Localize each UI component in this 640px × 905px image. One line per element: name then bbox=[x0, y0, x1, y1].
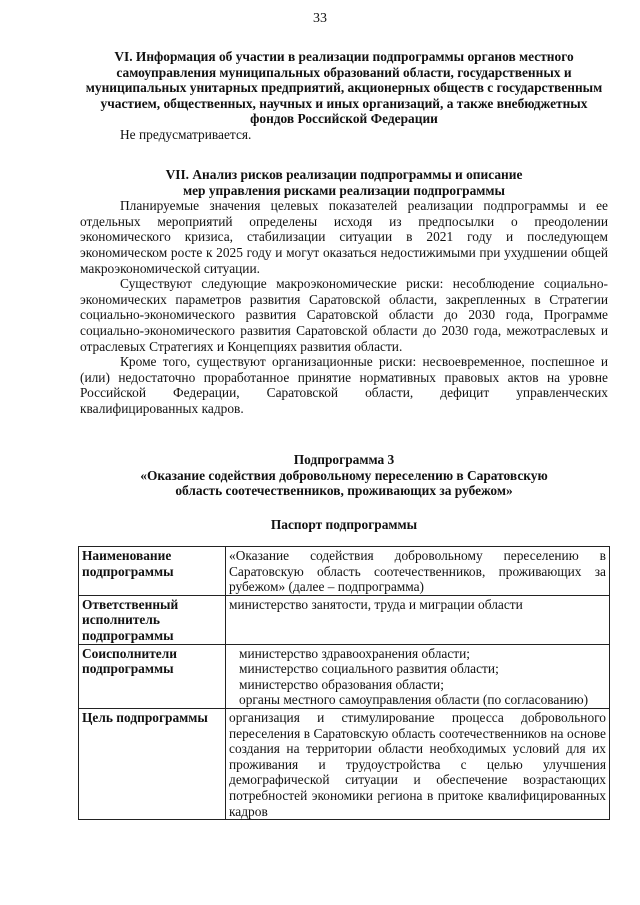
table-row bbox=[79, 595, 610, 644]
table-row bbox=[79, 547, 610, 596]
list-item: министерство социального развития области; bbox=[239, 661, 499, 677]
page-number: 33 bbox=[313, 11, 327, 26]
list-item: министерство образования области; bbox=[239, 676, 444, 692]
row-label: Ответственный исполнитель подпрограммы bbox=[79, 595, 226, 644]
section-7-paragraph: Планируемые значения целевых показателей реализации подпрограммы и ее отдельных мероприятий определены исходя из предпосылки о преодолении экономического кризиса, стабилизации ситуации в 2021 году и последующем экономическом росте к 2025 году и могут оказаться недостижимыми при ухудшении общей макроэкономической ситуации. bbox=[80, 198, 608, 276]
section-7-paragraph: Кроме того, существуют организационные риски: несвоевременное, поспешное и (или) недостаточно проработанное принятие нормативных правовых актов на уровне Российской Федерации, Саратовской области, дефицит управленческих квалифицированных кадров. bbox=[80, 354, 608, 416]
section-7-heading-line1: VII. Анализ рисков реализации подпрограммы и описание bbox=[165, 167, 523, 182]
passport-title: Паспорт подпрограммы bbox=[270, 517, 418, 532]
section-6-heading: VI. Информация об участии в реализации подпрограммы органов местного самоуправления муниципальных образований области, государственных и муниципальных унитарных предприятий, акционерных обществ с государственным участием, общественных, научных и иных организаций, а также внебюджетных фондов Российской Федерации bbox=[85, 49, 603, 127]
passport-table bbox=[78, 546, 610, 820]
table-row bbox=[79, 708, 610, 819]
row-label: Цель подпрограммы bbox=[79, 708, 226, 819]
section-7-heading-line2: мер управления рисками реализации подпрограммы bbox=[182, 182, 506, 198]
list-item: министерство здравоохранения области; bbox=[239, 645, 471, 661]
table-row bbox=[79, 644, 610, 708]
list-item: органы местного самоуправления области (по согласованию) bbox=[239, 692, 589, 708]
subprogram-number: Подпрограмма 3 bbox=[293, 452, 395, 467]
row-label: Наименование подпрограммы bbox=[79, 547, 226, 596]
section-6 bbox=[80, 49, 608, 143]
row-value-list bbox=[226, 644, 610, 708]
row-label: Соисполнители подпрограммы bbox=[79, 644, 226, 708]
passport-heading bbox=[80, 517, 608, 533]
subprogram-name-line1: «Оказание содействия добровольному переселению в Саратовскую bbox=[140, 467, 548, 483]
subprogram-title bbox=[80, 452, 608, 499]
subprogram-name-line2: область соотечественников, проживающих за рубежом» bbox=[175, 483, 513, 499]
section-6-text: Не предусматривается. bbox=[120, 126, 252, 142]
section-7 bbox=[80, 167, 608, 417]
row-value: министерство занятости, труда и миграции области bbox=[226, 595, 610, 644]
section-7-paragraph: Существуют следующие макроэкономические риски: несоблюдение социально-экономических параметров развития Саратовской области, закрепленных в Стратегии социально-экономического развития Саратовской области до 2030 года, Программе социально-экономического развития Саратовской области до 2030 года, межотраслевых и отраслевых Стратегиях и Концепциях развития области. bbox=[80, 276, 608, 354]
row-value: организация и стимулирование процесса добровольного переселения в Саратовскую область соотечественников на основе создания на территории области необходимых условий для их проживания и трудоустройства с целью улучшения демографической ситуации и обеспечение возрастающих потребностей экономики региона в притоке квалифицированных кадров bbox=[226, 708, 610, 819]
row-value: «Оказание содействия добровольному переселению в Саратовскую область соотечественников, проживающих за рубежом» (далее – подпрограмма) bbox=[226, 547, 610, 596]
